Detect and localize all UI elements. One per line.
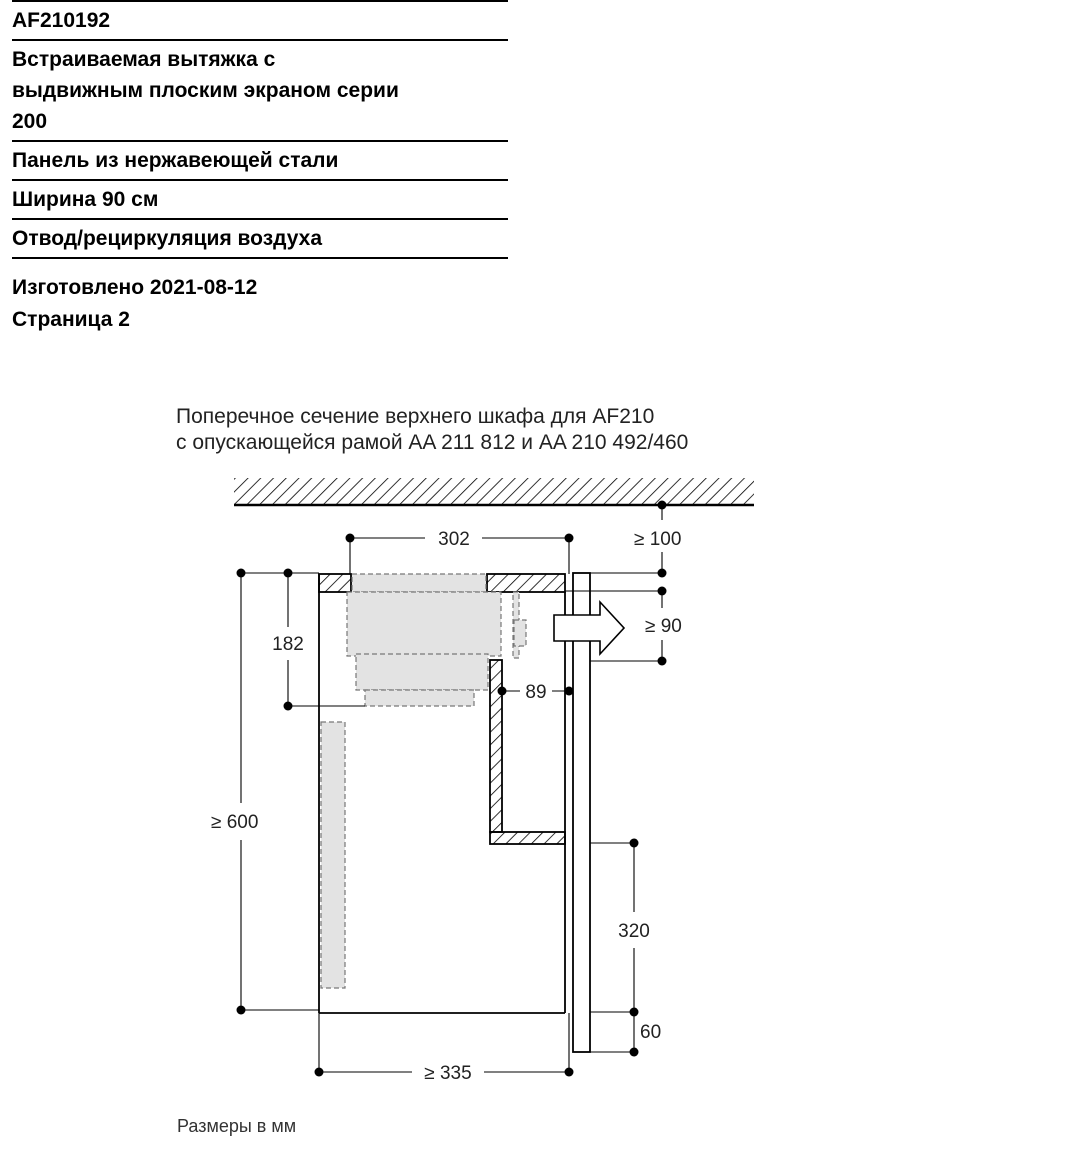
panel-material: Панель из нержавеющей стали <box>12 140 508 179</box>
dim-label-320: 320 <box>618 921 650 942</box>
dim-label-ceiling-gap: ≥ 100 <box>634 529 682 550</box>
dim-label-exhaust-gap: ≥ 90 <box>645 616 682 637</box>
ceiling <box>234 478 754 505</box>
manufacture-date: Изготовлено 2021-08-12 <box>12 276 258 299</box>
dim-label-total-height: ≥ 600 <box>211 812 259 833</box>
units-footnote: Размеры в мм <box>177 1116 297 1136</box>
product-title-line: 200 <box>12 110 48 133</box>
dim-label-302: 302 <box>438 529 470 550</box>
model-number: AF210192 <box>12 0 508 39</box>
dim-label-182: 182 <box>272 634 304 655</box>
diagram-title-line1: Поперечное сечение верхнего шкафа для AF210 <box>176 405 655 428</box>
product-width: Ширина 90 см <box>12 179 508 218</box>
diagram-title-line2: с опускающейся рамой AA 211 812 и AA 210 492/460 <box>176 431 689 454</box>
air-mode: Отвод/рециркуляция воздуха <box>12 218 508 259</box>
product-title-line: выдвижным плоским экраном серии <box>12 79 399 102</box>
dim-label-bottom-width: ≥ 335 <box>424 1063 472 1084</box>
dim-label-89: 89 <box>525 682 547 703</box>
front-panel <box>573 573 590 1052</box>
product-title-line: Встраиваемая вытяжка с <box>12 48 276 71</box>
page-number: Страница 2 <box>12 308 130 331</box>
dim-label-60: 60 <box>640 1022 662 1043</box>
